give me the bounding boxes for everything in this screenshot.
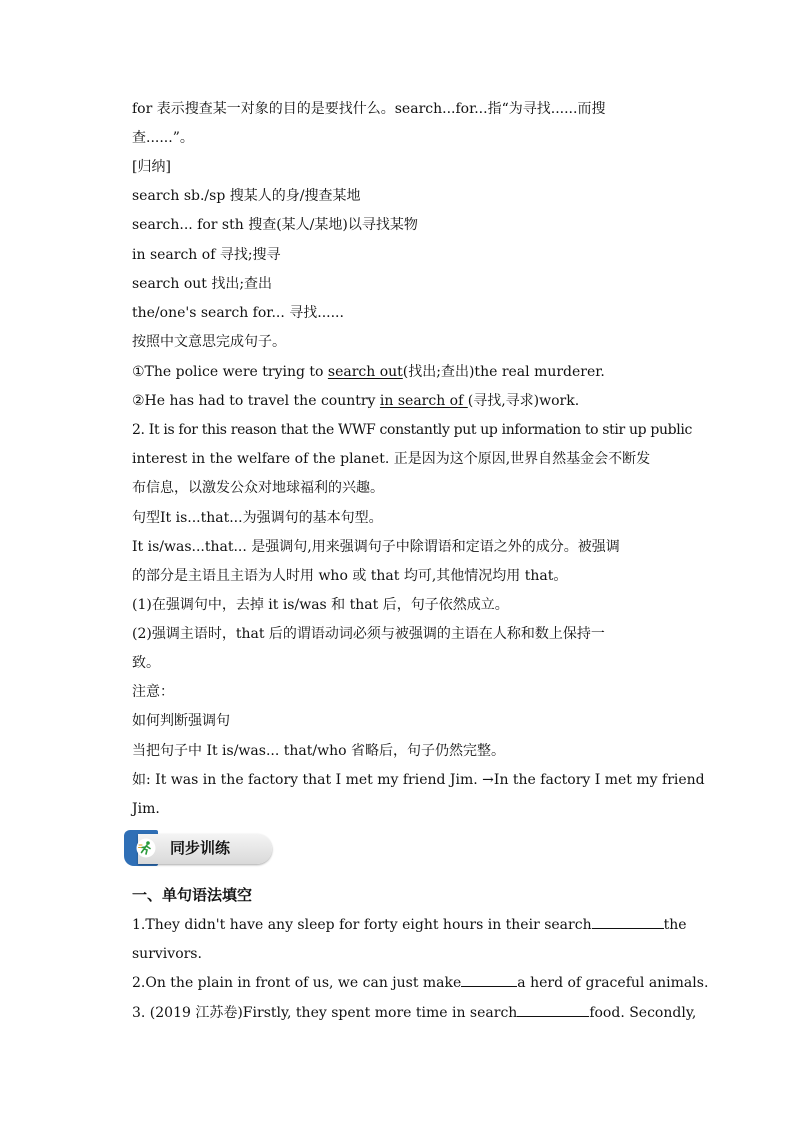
summary-heading: [归纳] — [132, 159, 171, 175]
runner-icon — [136, 838, 156, 858]
text-line: for 表示搜查某一对象的目的是要找什么。search...for...指“为寻找......而搜 — [132, 101, 606, 117]
note-heading: 注意： — [132, 684, 174, 700]
question-text: 2.On the plain in front of us, we can just make — [132, 975, 462, 991]
practice-sentence-2 — [132, 391, 672, 411]
question-text: the — [663, 917, 687, 933]
question-text: 1.They didn't have any sleep for forty eight hours in their search — [132, 917, 592, 933]
text-line: interest in the welfare of the planet. 正是因为这个原因,世界自然基金会不断发 — [132, 451, 651, 467]
answer-text: search out — [327, 364, 403, 380]
question-text: a herd of graceful animals. — [517, 975, 709, 991]
text-line: 的部分是主语且主语为人时用 who 或 that 均可,其他情况均用 that。 — [132, 568, 568, 584]
sentence-text: (找出;查出)the real murderer. — [402, 364, 605, 380]
example-line: Jim. — [132, 801, 160, 817]
phrase-line: the/one's search for... 寻找...... — [132, 305, 344, 321]
sentence-text: ②He has had to travel the country — [132, 393, 380, 409]
answer-blank[interactable] — [592, 915, 664, 929]
practice-sentence-1 — [132, 362, 672, 382]
text-line: 当把句子中 It is/was... that/who 省略后，句子仍然完整。 — [132, 743, 505, 759]
text-line: 布信息，以激发公众对地球福利的兴趣。 — [132, 480, 384, 496]
text-line: 句型It is...that...为强调句的基本句型。 — [132, 510, 383, 526]
phrase-line: search... for sth 搜查(某人/某地)以寻找某物 — [132, 217, 418, 233]
text-line: (1)在强调句中，去掉 it is/was 和 that 后，句子依然成立。 — [132, 597, 509, 613]
question-1-cont: survivors. — [132, 946, 202, 962]
text-line: It is/was...that... 是强调句,用来强调句子中除谓语和定语之外的成分。被强调 — [132, 539, 620, 555]
section-title: 同步训练 — [170, 839, 231, 857]
sentence-text: ①The police were trying to — [132, 364, 328, 380]
question-2 — [132, 973, 709, 993]
answer-blank[interactable] — [461, 973, 517, 987]
text-line: 2. It is for this reason that the WWF constantly put up information to stir up public — [132, 422, 693, 438]
example-line: 如: It was in the factory that I met my friend Jim. →In the factory I met my friend — [132, 772, 705, 788]
question-1 — [132, 915, 687, 935]
answer-text: in search of — [379, 393, 468, 409]
exercise-heading: 一、单句语法填空 — [132, 886, 253, 904]
question-text: 3. (2019 江苏卷)Firstly, they spent more time in search — [132, 1005, 518, 1021]
section-badge — [124, 830, 274, 866]
question-text: food. Secondly, — [589, 1005, 697, 1021]
phrase-line: search sb./sp 搜某人的身/搜查某地 — [132, 188, 361, 204]
text-line: (2)强调主语时，that 后的谓语动词必须与被强调的主语在人称和数上保持一 — [132, 626, 605, 642]
phrase-line: in search of 寻找;搜寻 — [132, 247, 281, 263]
instruction-line: 按照中文意思完成句子。 — [132, 334, 286, 350]
answer-blank[interactable] — [517, 1003, 589, 1017]
sentence-text: (寻找,寻求)work. — [467, 393, 580, 409]
question-3 — [132, 1003, 697, 1023]
text-line: 查......”。 — [132, 130, 194, 146]
phrase-line: search out 找出;查出 — [132, 276, 273, 292]
text-line: 如何判断强调句 — [132, 713, 230, 729]
text-line: 致。 — [132, 655, 160, 671]
